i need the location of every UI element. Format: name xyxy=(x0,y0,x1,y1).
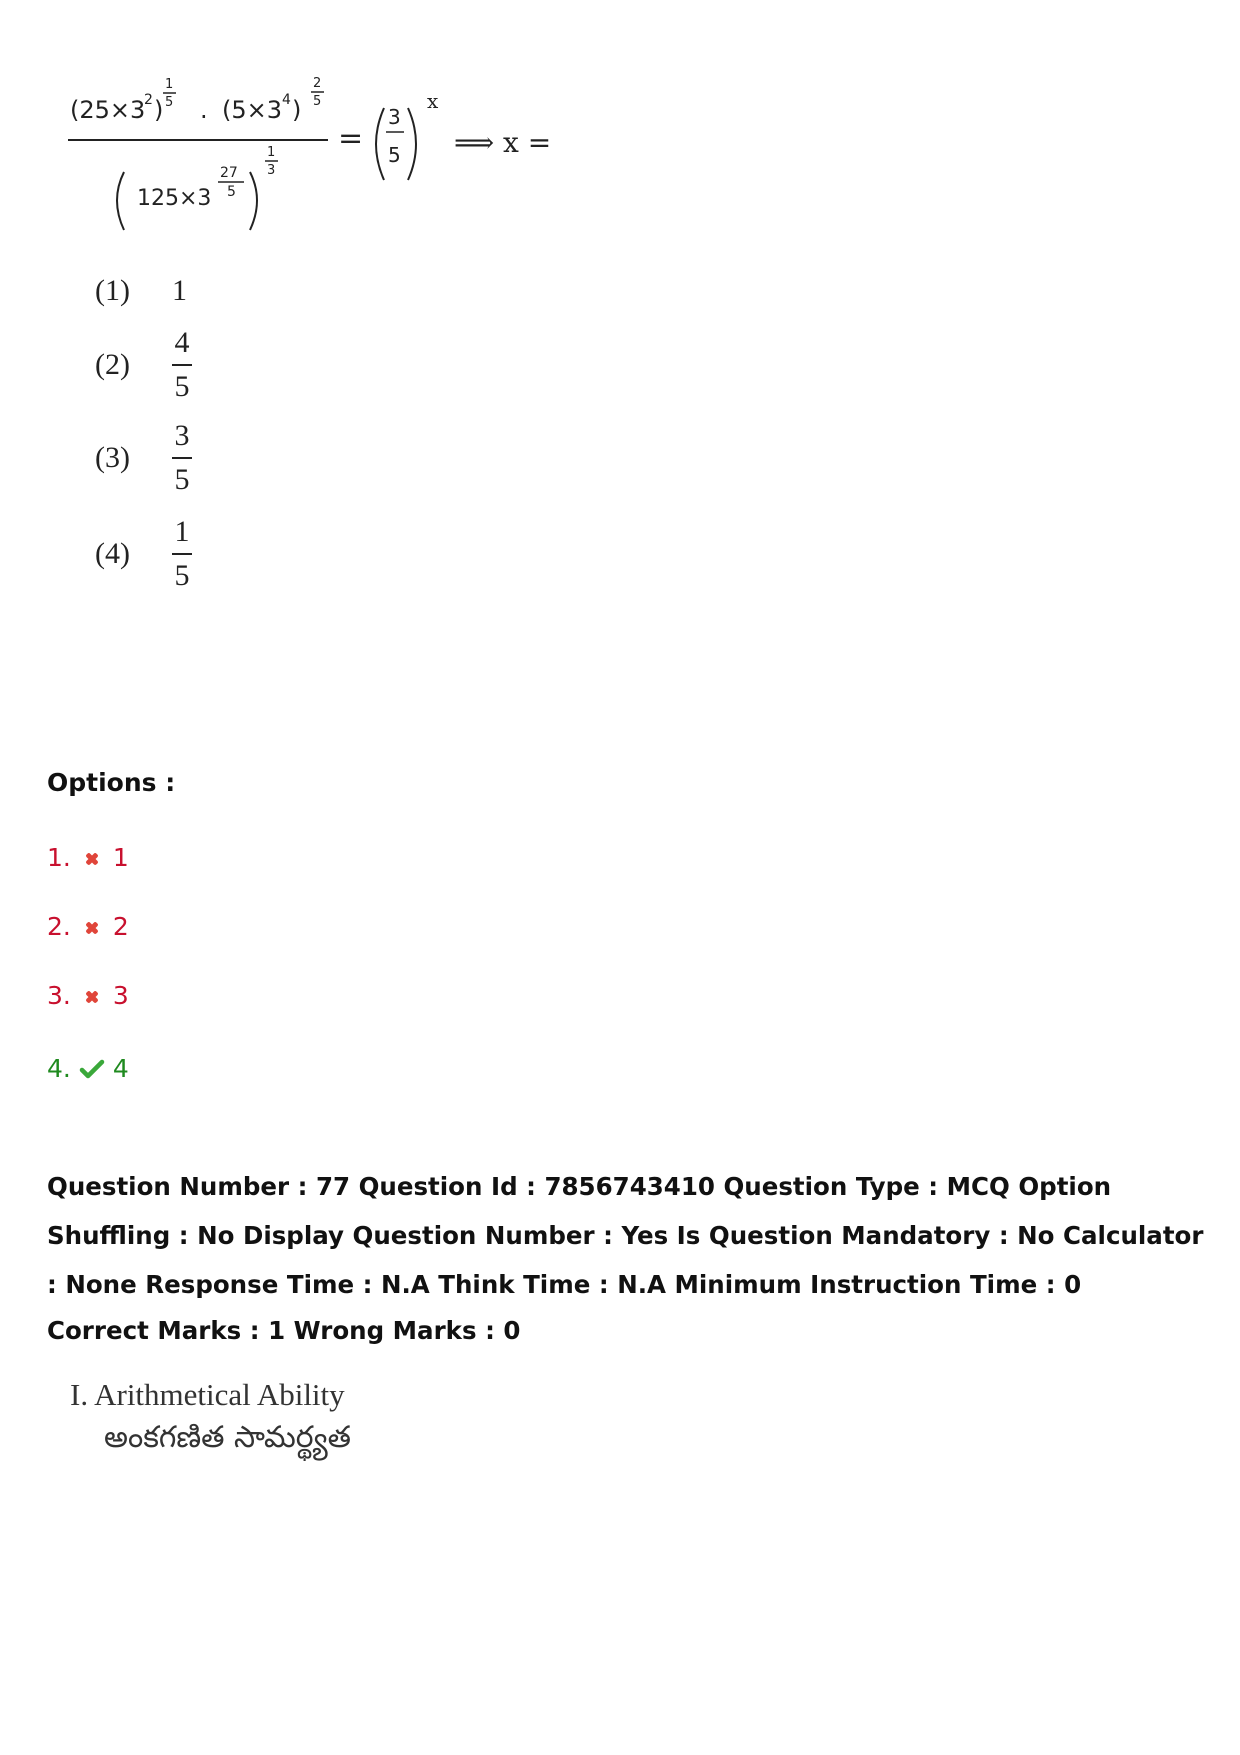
options-title: Options : xyxy=(47,768,176,797)
implies-text: ⟹ x = xyxy=(454,126,552,159)
choice-3 xyxy=(95,410,495,506)
num-term1-base: (25×3 xyxy=(70,96,146,124)
fraction-denominator: 5 xyxy=(174,463,190,496)
choice-value: 1 xyxy=(172,274,187,307)
num-term1-exp-num: 1 xyxy=(165,77,174,92)
question-meta: Question Number : 77 Question Id : 7856743410 Question Type : MCQ Option Shuffling : No Display Question Number : Yes Is Question Mandatory : No Calculator : None Response Time : N.A Think Time : N.A Minimum Instruction Time : 0 xyxy=(47,1172,1204,1299)
rhs-num: 3 xyxy=(388,105,401,129)
option-value: 1 xyxy=(112,843,129,872)
question-choices xyxy=(95,270,495,602)
fraction-denominator: 5 xyxy=(174,559,190,592)
choice-label: (4) xyxy=(95,537,130,570)
option-value: 3 xyxy=(112,981,129,1010)
question-equation xyxy=(62,60,622,260)
choice-fraction xyxy=(172,421,192,495)
num-term2-exp-den: 5 xyxy=(313,94,322,109)
check-icon xyxy=(79,1058,105,1080)
num-term2-base: (5×3 xyxy=(222,96,283,124)
den-base: 125×3 xyxy=(137,186,212,211)
den-inner-exp-den: 5 xyxy=(227,184,236,200)
rhs-exp: x xyxy=(427,89,439,113)
section-title-english: I. Arithmetical Ability xyxy=(70,1377,345,1412)
choice-1 xyxy=(95,270,495,312)
question-marks: Correct Marks : 1 Wrong Marks : 0 xyxy=(47,1316,521,1345)
option-3 xyxy=(47,981,129,1010)
fraction-numerator: 1 xyxy=(174,515,190,548)
num-term1-exp-den: 5 xyxy=(165,95,174,110)
cross-icon xyxy=(79,985,105,1007)
rhs-den: 5 xyxy=(388,143,401,167)
option-4 xyxy=(47,1054,129,1083)
num-dot: . xyxy=(200,96,208,124)
option-value: 4 xyxy=(112,1054,129,1083)
fraction-numerator: 4 xyxy=(174,326,190,359)
num-term2-inner-exp: 4 xyxy=(282,92,291,108)
option-value: 2 xyxy=(112,912,129,941)
den-exp-den: 3 xyxy=(267,163,276,178)
den-inner-exp-num: 27 xyxy=(220,165,238,181)
den-exp-num: 1 xyxy=(267,145,276,160)
num-term1-inner-exp: 2 xyxy=(144,92,153,108)
num-term2-exp-num: 2 xyxy=(313,76,322,91)
choice-label: (1) xyxy=(95,274,130,307)
num-term1-close: ) xyxy=(154,96,164,124)
choice-2 xyxy=(95,320,495,410)
choice-fraction xyxy=(172,517,192,591)
option-index: 2. xyxy=(47,912,71,941)
fraction-numerator: 3 xyxy=(174,419,190,452)
option-2 xyxy=(47,912,129,941)
cross-icon xyxy=(79,847,105,869)
choice-fraction xyxy=(172,328,192,402)
option-index: 3. xyxy=(47,981,71,1010)
section-title-telugu: అంకగణిత సామర్థ్యత xyxy=(104,1420,352,1455)
option-index: 4. xyxy=(47,1054,71,1083)
option-index: 1. xyxy=(47,843,71,872)
cross-icon xyxy=(79,916,105,938)
choice-label: (3) xyxy=(95,441,130,474)
equals-sign: = xyxy=(338,121,364,156)
fraction-denominator: 5 xyxy=(174,370,190,403)
choice-label: (2) xyxy=(95,348,130,381)
option-1 xyxy=(47,843,129,872)
choice-4 xyxy=(95,506,495,602)
num-term2-close: ) xyxy=(292,96,302,124)
